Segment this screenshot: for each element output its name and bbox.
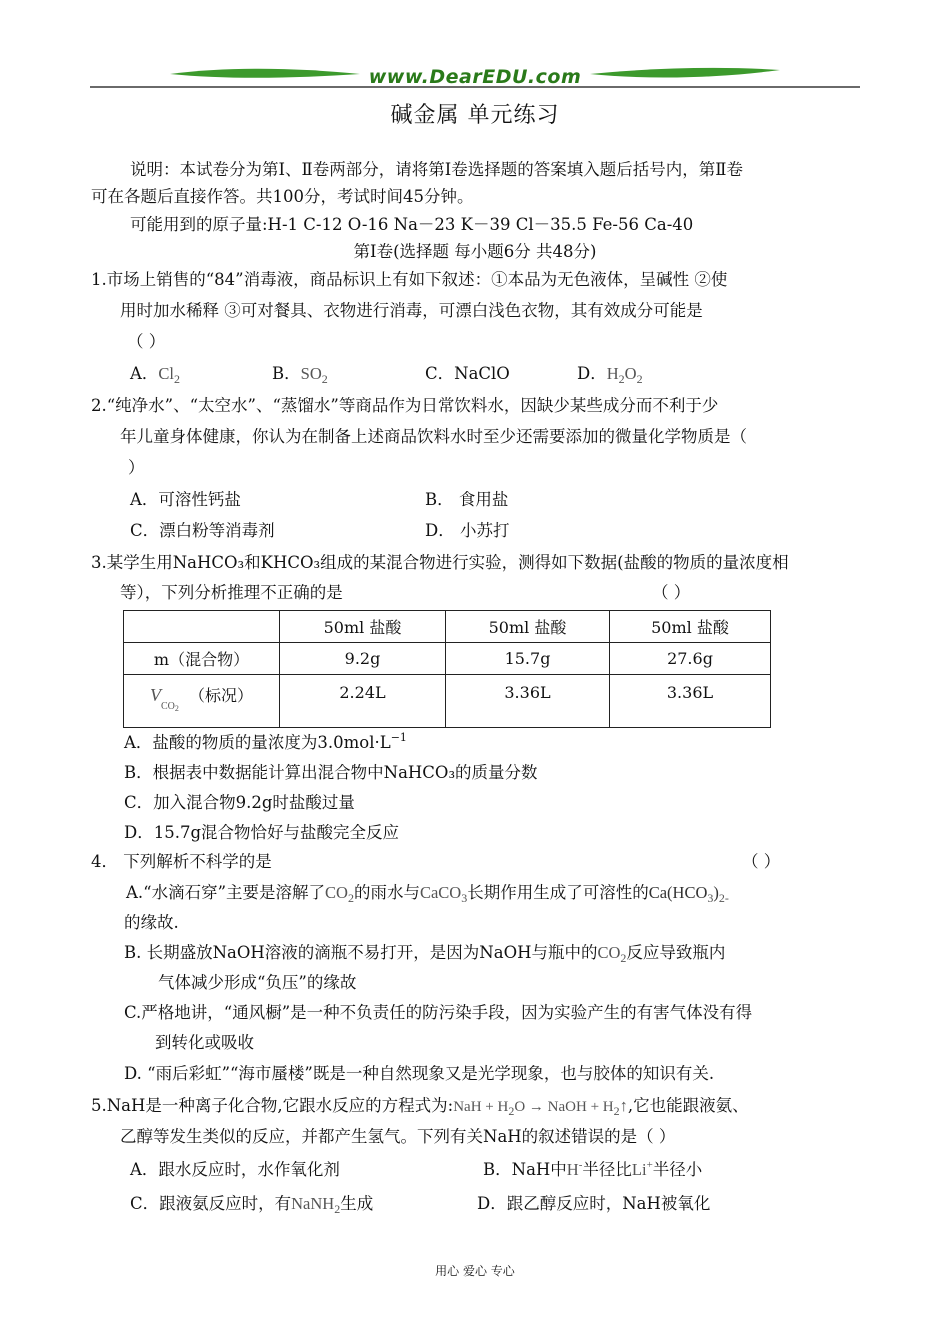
q1-stem-line-1: 1.市场上销售的“84”消毒液，商品标识上有如下叙述：①本品为无色液体，呈碱性 ②使 [91,270,728,289]
page-title: 碱金属 单元练习 [390,103,560,128]
q1-stem-line-2: 用时加水稀释 ③可对餐具、衣物进行消毒，可漂白浅色衣物，其有效成分可能是 [120,301,703,320]
q3-stem-line-2: 等），下列分析推理不正确的是 [120,583,343,602]
q5-option-c: C．跟液氨反应时，有NaNH$_2$生成 [130,1194,374,1216]
q2-option-d: D． 小苏打 [425,521,510,540]
q3-data-table [123,610,771,728]
q2-option-c: C．漂白粉等消毒剂 [130,521,275,540]
table-cell: 27.6g [610,643,771,675]
section-heading: 第Ⅰ卷(选择题 每小题6分 共48分) [353,242,597,261]
q1-option-d: D．$H_2O_2$ [577,364,643,386]
q2-stem-line-1: 2.“纯净水”、“太空水”、“蒸馏水”等商品作为日常饮料水，因缺少某些成分而不利于少 [91,396,719,415]
q2-option-a: A．可溶性钙盐 [130,490,241,509]
q1-option-b: B．$SO_2$ [272,364,328,386]
table-cell: 15.7g [446,643,610,675]
table-header-cell [124,611,280,643]
q5-stem-line-1: 5.NaH是一种离子化合物,它跟水反应的方程式为:NaH + $H_2O$ → NaOH + $H_2↑$,它也能跟液氨、 [91,1096,749,1118]
site-header [0,60,950,92]
q1-option-c: C．NaClO [425,364,510,383]
q3-answer-bracket: （ ） [652,583,691,602]
q3-option-b: B．根据表中数据能计算出混合物中NaHCO₃的质量分数 [124,763,538,782]
table-row [124,675,771,728]
q1-option-a: A．$Cl_2$ [130,364,181,386]
q4-option-b-line-1: B. 长期盛放NaOH溶液的滴瓶不易打开，是因为NaOH与瓶中的$CO_2$反应导致瓶内 [124,943,726,965]
table-row [124,643,771,675]
table-header-cell: 50ml 盐酸 [610,611,771,643]
table-row-label: $V_{CO2}$ （标况） [124,675,280,728]
table-cell: 2.24L [280,675,446,728]
table-cell: 3.36L [610,675,771,728]
table-cell: 3.36L [446,675,610,728]
table-row-label: m（混合物） [124,643,280,675]
intro-line-1: 说明：本试卷分为第Ⅰ、Ⅱ卷两部分，请将第Ⅰ卷选择题的答案填入题后括号内，第Ⅱ卷 [130,160,743,179]
table-header-row [124,611,771,643]
q3-option-a: A．盐酸的物质的量浓度为$3.0mol\cdot L^{-1}$ [124,731,407,752]
q3-option-d: D．15.7g混合物恰好与盐酸完全反应 [124,823,400,842]
table-header-cell: 50ml 盐酸 [280,611,446,643]
page-footer: 用心 爱心 专心 [435,1264,515,1278]
q4-option-a-line-1: A.“水滴石穿”主要是溶解了$CO_2$的雨水与CaCO$_3$长期作用生成了可溶性的$Ca(HCO_3)_{2-}$ [126,883,729,905]
q3-option-c: C．加入混合物9.2g时盐酸过量 [124,793,355,812]
q2-option-b: B． 食用盐 [425,490,509,509]
site-logo-text: www.DearEDU.com [368,66,582,88]
q5-stem-line-2: 乙醇等发生类似的反应，并都产生氢气。下列有关NaH的叙述错误的是（ ） [120,1127,676,1146]
q3-stem-line-1: 3.某学生用NaHCO₃和KHCO₃组成的某混合物进行实验，测得如下数据(盐酸的物质的量浓度相 [91,553,789,572]
q1-answer-bracket: （ ） [127,332,166,351]
q4-option-b-line-2: 气体减少形成“负压”的缘故 [158,973,357,992]
q2-stem-line-3: ） [128,458,145,477]
intro-line-2: 可在各题后直接作答。共100分，考试时间45分钟。 [91,187,474,206]
q5-option-a: A．跟水反应时，水作氧化剂 [130,1160,340,1179]
q2-stem-line-2: 年儿童身体健康，你认为在制备上述商品饮料水时至少还需要添加的微量化学物质是（ [120,427,747,446]
q5-option-d: D．跟乙醇反应时，NaH被氧化 [477,1194,711,1213]
q4-stem: 4． 下列解析不科学的是 [91,852,272,871]
q4-option-a-line-2: 的缘故. [124,913,179,932]
q4-option-d: D. “雨后彩虹”“海市蜃楼”既是一种自然现象又是光学现象，也与胶体的知识有关. [124,1064,715,1083]
q4-option-c-line-1: C.严格地讲，“通风橱”是一种不负责任的防污染手段，因为实验产生的有害气体没有得 [124,1003,753,1022]
table-cell: 9.2g [280,643,446,675]
atomic-mass-line: 可能用到的原子量:H-1 C-12 O-16 Na－23 K－39 Cl－35.5 Fe-56 Ca-40 [130,215,694,234]
q4-answer-bracket: （ ） [742,852,781,871]
q4-option-c-line-2: 到转化或吸收 [155,1033,254,1052]
table-header-cell: 50ml 盐酸 [446,611,610,643]
q5-option-b: B．NaH中H-半径比Li+半径小 [483,1159,703,1179]
